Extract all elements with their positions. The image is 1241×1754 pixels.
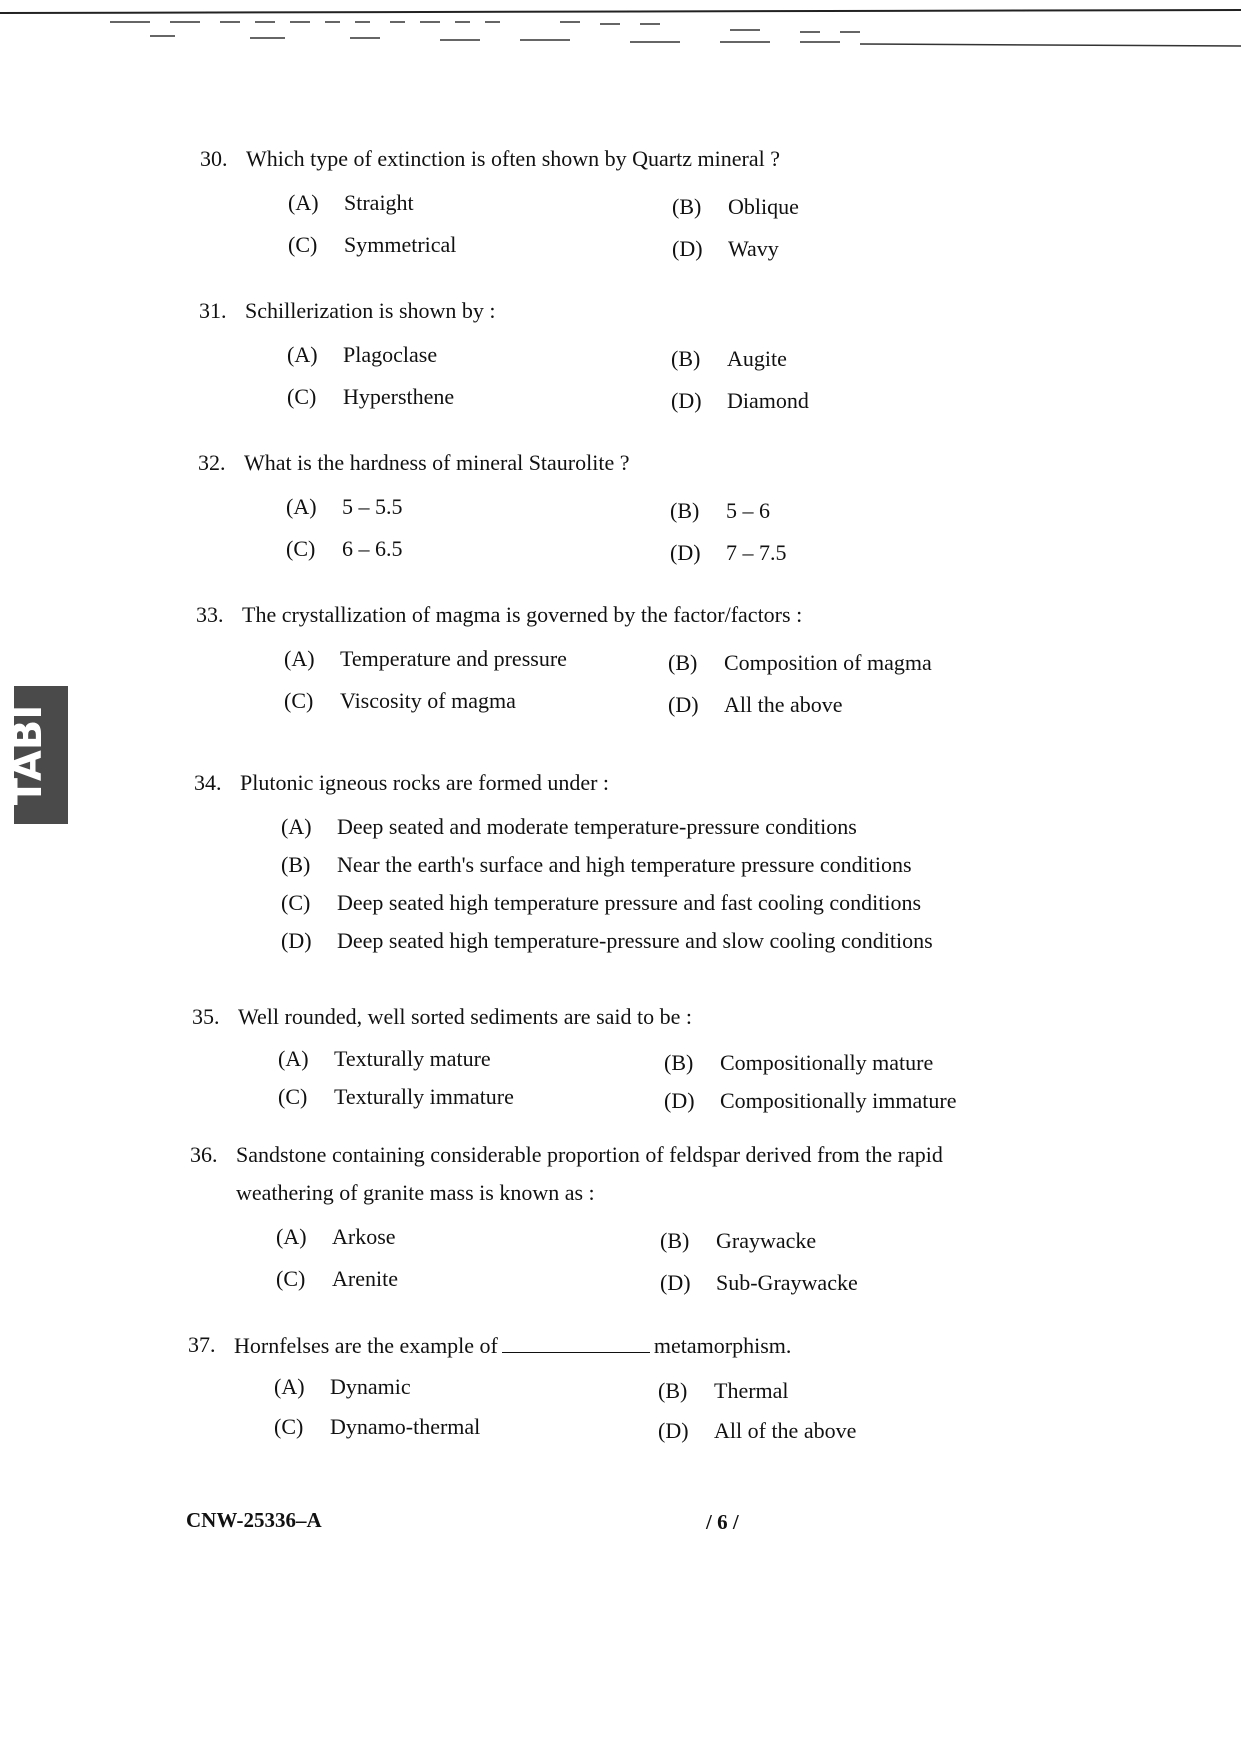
option-letter: (A) bbox=[276, 1224, 307, 1249]
stamp-graphic bbox=[8, 680, 72, 830]
option-b[interactable] bbox=[660, 1228, 816, 1254]
option-letter: (A) bbox=[281, 814, 312, 839]
option-text: 5 – 6 bbox=[726, 498, 770, 523]
paper-code: CNW-25336–A bbox=[186, 1508, 322, 1532]
option-letter: (D) bbox=[672, 236, 703, 261]
option-d[interactable] bbox=[281, 928, 933, 954]
scan-header-lines bbox=[0, 0, 1241, 60]
option-letter: (A) bbox=[288, 190, 319, 215]
option-text: Near the earth's surface and high temperature pressure conditions bbox=[337, 852, 912, 877]
option-c[interactable] bbox=[274, 1414, 480, 1440]
option-a[interactable] bbox=[278, 1046, 491, 1072]
fill-in-blank bbox=[502, 1334, 650, 1353]
option-text: Temperature and pressure bbox=[340, 646, 567, 671]
option-a[interactable] bbox=[274, 1374, 411, 1400]
option-letter: (D) bbox=[664, 1088, 695, 1113]
option-letter: (C) bbox=[281, 890, 311, 915]
option-c[interactable] bbox=[288, 232, 456, 258]
option-letter: (C) bbox=[286, 536, 316, 561]
option-text: Texturally immature bbox=[334, 1084, 514, 1109]
option-d[interactable] bbox=[668, 692, 843, 718]
option-letter: (B) bbox=[664, 1050, 694, 1075]
option-d[interactable] bbox=[658, 1418, 856, 1444]
option-text: Sub-Graywacke bbox=[716, 1270, 858, 1295]
question-number: 33. bbox=[196, 602, 224, 627]
option-a[interactable] bbox=[287, 342, 437, 368]
question-text: What is the hardness of mineral Staurolite ? bbox=[244, 450, 630, 475]
option-text: All of the above bbox=[714, 1418, 857, 1443]
question-text: Well rounded, well sorted sediments are said to be : bbox=[238, 1004, 692, 1029]
option-a[interactable] bbox=[276, 1224, 396, 1250]
option-d[interactable] bbox=[660, 1270, 858, 1296]
option-letter: (B) bbox=[658, 1378, 688, 1403]
option-b[interactable] bbox=[671, 346, 787, 372]
stamp-text: TABI bbox=[8, 704, 51, 806]
option-text: Deep seated high temperature pressure and fast cooling conditions bbox=[337, 890, 922, 915]
option-a[interactable] bbox=[286, 494, 403, 520]
option-d[interactable] bbox=[671, 388, 809, 414]
side-stamp bbox=[8, 680, 72, 830]
option-d[interactable] bbox=[664, 1088, 956, 1114]
question-number: 37. bbox=[188, 1332, 216, 1357]
option-text: Oblique bbox=[728, 194, 799, 219]
option-letter: (D) bbox=[658, 1418, 689, 1443]
question-text: Which type of extinction is often shown by Quartz mineral ? bbox=[246, 146, 780, 171]
option-c[interactable] bbox=[287, 384, 454, 410]
question-number: 32. bbox=[198, 450, 226, 475]
option-letter: (B) bbox=[671, 346, 701, 371]
option-letter: (C) bbox=[288, 232, 318, 257]
option-text: 5 – 5.5 bbox=[342, 494, 403, 519]
option-letter: (A) bbox=[274, 1374, 305, 1399]
page-number: / 6 / bbox=[706, 1510, 739, 1534]
option-text: Arenite bbox=[332, 1266, 398, 1291]
option-text: Graywacke bbox=[716, 1228, 817, 1253]
option-a[interactable] bbox=[284, 646, 567, 672]
option-c[interactable] bbox=[278, 1084, 514, 1110]
option-letter: (B) bbox=[660, 1228, 690, 1253]
question-number: 35. bbox=[192, 1004, 220, 1029]
option-letter: (C) bbox=[284, 688, 314, 713]
option-c[interactable] bbox=[276, 1266, 398, 1292]
option-text: Plagoclase bbox=[343, 342, 438, 367]
option-letter: (A) bbox=[284, 646, 315, 671]
option-letter: (C) bbox=[274, 1414, 304, 1439]
question-text-continued: weathering of granite mass is known as : bbox=[236, 1180, 595, 1205]
option-letter: (B) bbox=[668, 650, 698, 675]
option-letter: (D) bbox=[671, 388, 702, 413]
question-number: 30. bbox=[200, 146, 228, 171]
option-c[interactable] bbox=[284, 688, 516, 714]
option-d[interactable] bbox=[672, 236, 779, 262]
option-text: Composition of magma bbox=[724, 650, 932, 675]
option-d[interactable] bbox=[670, 540, 787, 566]
option-b[interactable] bbox=[664, 1050, 933, 1076]
option-b[interactable] bbox=[670, 498, 770, 524]
option-text: 7 – 7.5 bbox=[726, 540, 787, 565]
question-number: 31. bbox=[199, 298, 227, 323]
question-text: Plutonic igneous rocks are formed under : bbox=[240, 770, 610, 795]
option-letter: (D) bbox=[281, 928, 312, 953]
option-text: Wavy bbox=[728, 236, 779, 261]
option-b[interactable] bbox=[281, 852, 912, 878]
option-letter: (A) bbox=[286, 494, 317, 519]
option-text: Straight bbox=[344, 190, 414, 215]
option-text: Arkose bbox=[332, 1224, 396, 1249]
option-text: Compositionally mature bbox=[720, 1050, 934, 1075]
option-letter: (C) bbox=[278, 1084, 308, 1109]
option-letter: (A) bbox=[278, 1046, 309, 1071]
option-text: Dynamic bbox=[330, 1374, 411, 1399]
question-text bbox=[234, 1334, 791, 1357]
option-b[interactable] bbox=[672, 194, 799, 220]
option-letter: (B) bbox=[670, 498, 700, 523]
option-text: Deep seated high temperature-pressure and slow cooling conditions bbox=[337, 928, 933, 953]
option-letter: (B) bbox=[281, 852, 311, 877]
question-text: Schillerization is shown by : bbox=[245, 298, 496, 323]
option-text: Viscosity of magma bbox=[340, 688, 516, 713]
question-text-before-blank: Hornfelses are the example of bbox=[234, 1333, 498, 1358]
option-text: Symmetrical bbox=[344, 232, 457, 257]
option-text: Thermal bbox=[714, 1378, 789, 1403]
option-text: All the above bbox=[724, 692, 843, 717]
option-text: Dynamo-thermal bbox=[330, 1414, 481, 1439]
option-letter: (B) bbox=[672, 194, 702, 219]
option-text: Compositionally immature bbox=[720, 1088, 957, 1113]
option-b[interactable] bbox=[668, 650, 932, 676]
option-b[interactable] bbox=[658, 1378, 789, 1404]
option-letter: (C) bbox=[287, 384, 317, 409]
option-text: Augite bbox=[727, 346, 787, 371]
option-letter: (A) bbox=[287, 342, 318, 367]
option-text: Diamond bbox=[727, 388, 809, 413]
question-number: 34. bbox=[194, 770, 222, 795]
option-c[interactable] bbox=[286, 536, 403, 562]
option-letter: (D) bbox=[660, 1270, 691, 1295]
question-text-after-blank: metamorphism. bbox=[653, 1333, 792, 1358]
option-text: Hypersthene bbox=[343, 384, 455, 409]
question-text: The crystallization of magma is governed by the factor/factors : bbox=[242, 602, 803, 627]
option-text: Deep seated and moderate temperature-pressure conditions bbox=[337, 814, 857, 839]
question-text: Sandstone containing considerable proportion of feldspar derived from the rapid bbox=[236, 1142, 943, 1167]
option-a[interactable] bbox=[288, 190, 414, 216]
option-letter: (D) bbox=[670, 540, 701, 565]
question-number: 36. bbox=[190, 1142, 218, 1167]
option-c[interactable] bbox=[281, 890, 921, 916]
option-text: Texturally mature bbox=[334, 1046, 491, 1071]
option-letter: (D) bbox=[668, 692, 699, 717]
option-text: 6 – 6.5 bbox=[342, 536, 403, 561]
option-letter: (C) bbox=[276, 1266, 306, 1291]
option-a[interactable] bbox=[281, 814, 857, 840]
